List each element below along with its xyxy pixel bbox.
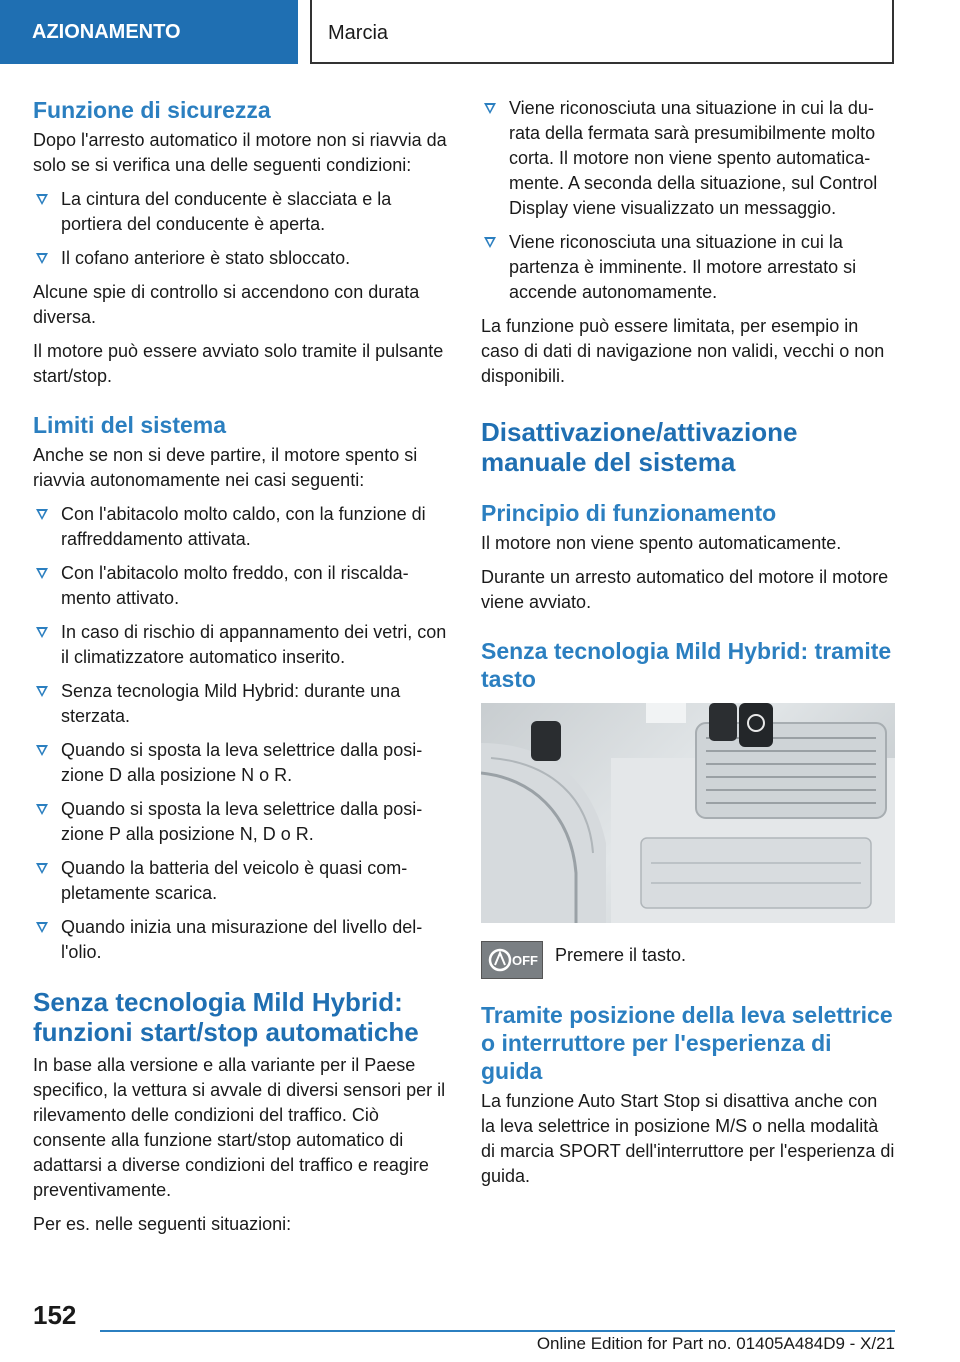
list-item: Viene riconosciuta una situazione in cui la partenza è imminente. Il motore arrestato si accende autonomamente. bbox=[481, 230, 895, 305]
triangle-bullet-icon bbox=[36, 804, 48, 815]
triangle-bullet-icon bbox=[36, 568, 48, 579]
paragraph-limits: Anche se non si deve partire, il motore spento si riavvia autonomamente nei casi seguenti: bbox=[33, 445, 418, 490]
section-tab: AZIONAMENTO bbox=[0, 0, 298, 64]
paragraph-lever: La funzione Auto Start Stop si disattiva anche con la leva selettrice in posizione M/S o nella modalità di marcia SPORT dell'interruttore per l'esperienza di guida. bbox=[481, 1091, 895, 1186]
triangle-bullet-icon bbox=[36, 745, 48, 756]
list-item: Quando si sposta la leva selettrice dalla posizione P alla posizione N, D o R. bbox=[33, 797, 449, 847]
triangle-bullet-icon bbox=[36, 194, 48, 205]
chapter-title: Marcia bbox=[310, 0, 894, 64]
heading-mild-hybrid: Senza tecnologia Mild Hybrid: funzioni start/stop automatiche bbox=[33, 987, 419, 1047]
heading-limits: Limiti del sistema bbox=[33, 412, 227, 438]
right-column bbox=[481, 96, 895, 1198]
list-item: In caso di rischio di appannamento dei vetri, con il climatizzatore automatico inserito. bbox=[33, 620, 449, 670]
list-item: Senza tecnologia Mild Hybrid: durante una sterzata. bbox=[33, 679, 449, 729]
heading-principle: Principio di funzionamento bbox=[481, 500, 777, 526]
svg-text:OFF: OFF bbox=[512, 953, 538, 968]
heading-button: Senza tecnologia Mild Hybrid: tramite tasto bbox=[481, 638, 892, 692]
paragraph-start: Il motore può essere avviato solo tramite il pulsante start/stop. bbox=[33, 341, 444, 386]
paragraph-limited: La funzione può essere limitata, per esempio in caso di dati di navigazione non validi, vecchi o non disponibili. bbox=[481, 316, 885, 386]
triangle-bullet-icon bbox=[36, 863, 48, 874]
triangle-bullet-icon bbox=[36, 686, 48, 697]
triangle-bullet-icon bbox=[484, 237, 496, 248]
list-item: La cintura del conducente è slacciata e la portiera del conducente è aperta. bbox=[33, 187, 449, 237]
paragraph-principle-1: Il motore non viene spento automaticamente. bbox=[481, 533, 842, 553]
heading-deactivation: Disattivazione/attivazione manuale del sistema bbox=[481, 417, 798, 477]
list-item: Con l'abitacolo molto caldo, con la funzione di raffreddamento attivata. bbox=[33, 502, 449, 552]
situations-list bbox=[481, 96, 895, 305]
triangle-bullet-icon bbox=[36, 253, 48, 264]
paragraph-mild-1: In base alla versione e alla variante per il Paese specifico, la vettura si avvale di diversi sensori per il rilevamento delle condizioni del traffico. Ciò consente alla funzione start/stop automatico di adattarsi a diverse condizioni del traffico e reagire preventivamente. bbox=[33, 1055, 446, 1200]
page-number: 152 bbox=[33, 1300, 77, 1330]
footer-divider bbox=[100, 1330, 895, 1332]
list-item: Quando inizia una misurazione del livello dell'olio. bbox=[33, 915, 449, 965]
triangle-bullet-icon bbox=[484, 103, 496, 114]
safety-list bbox=[33, 187, 449, 271]
left-column bbox=[33, 96, 449, 1246]
paragraph-press: Premere il tasto. bbox=[555, 945, 687, 965]
heading-safety: Funzione di sicurezza bbox=[33, 97, 271, 123]
footer-edition: Online Edition for Part no. 01405A484D9 - X/21 bbox=[536, 1334, 895, 1353]
limits-list bbox=[33, 502, 449, 965]
paragraph-lights: Alcune spie di controllo si accendono con durata diversa. bbox=[33, 282, 420, 327]
paragraph-mild-2: Per es. nelle seguenti situazioni: bbox=[33, 1214, 292, 1234]
triangle-bullet-icon bbox=[36, 922, 48, 933]
paragraph-principle-2: Durante un arresto automatico del motore il motore viene avviato. bbox=[481, 567, 889, 612]
paragraph-safety: Dopo l'arresto automatico il motore non si riavvia da solo se si verifica una delle seguenti condizioni: bbox=[33, 130, 447, 175]
dashboard-photo bbox=[481, 703, 895, 923]
list-item: Con l'abitacolo molto freddo, con il riscaldamento attivato. bbox=[33, 561, 449, 611]
heading-lever: Tramite posizione della leva selettrice o interruttore per l'esperienza di guida bbox=[481, 1002, 893, 1084]
auto-start-stop-off-button-icon bbox=[481, 941, 543, 979]
list-item: Il cofano anteriore è stato sbloccato. bbox=[33, 246, 449, 271]
list-item: Viene riconosciuta una situazione in cui la durata della fermata sarà presumibilmente molto corta. Il motore non viene spento automaticamente. A seconda della situazione, sul Control Display viene visualizzato un messaggio. bbox=[481, 96, 895, 221]
press-button-instruction bbox=[481, 941, 895, 979]
list-item: Quando si sposta la leva selettrice dalla posizione D alla posizione N o R. bbox=[33, 738, 449, 788]
triangle-bullet-icon bbox=[36, 627, 48, 638]
triangle-bullet-icon bbox=[36, 509, 48, 520]
list-item: Quando la batteria del veicolo è quasi completamente scarica. bbox=[33, 856, 449, 906]
